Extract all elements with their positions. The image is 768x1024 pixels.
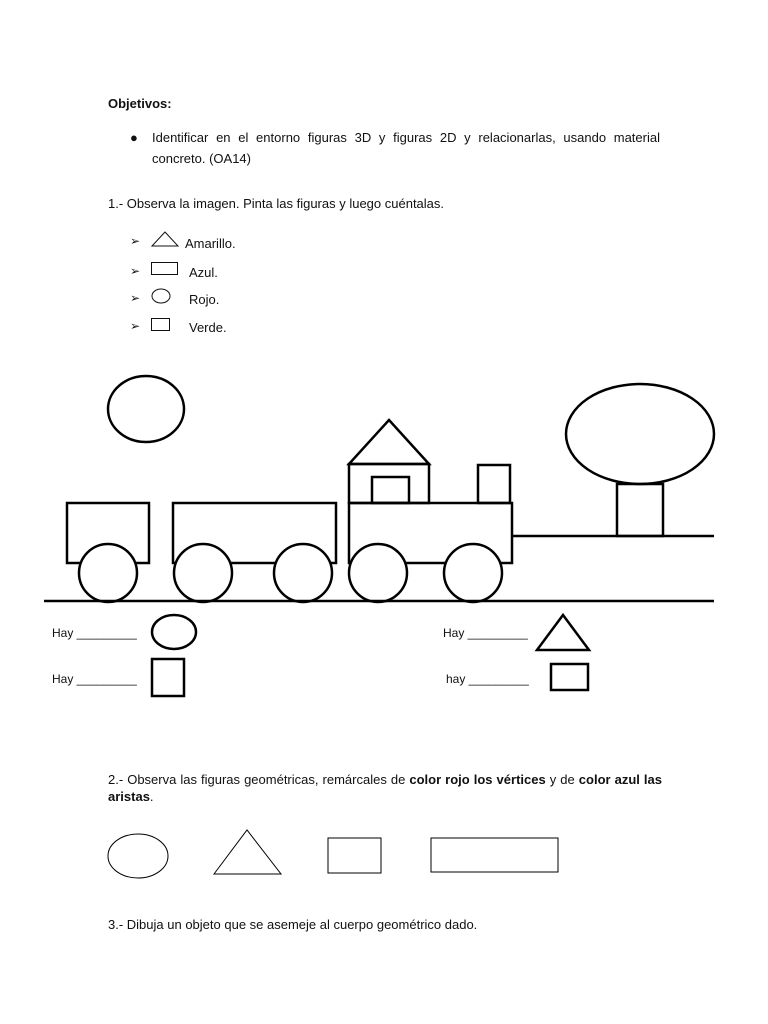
q2-triangle-shape [214, 830, 281, 874]
count-line-square[interactable]: hay _________ [446, 672, 529, 686]
count-line-rectangle[interactable]: Hay _________ [52, 672, 137, 686]
count-circle-shape [152, 615, 196, 649]
wheel-circle [79, 544, 137, 602]
chimney-rectangle [478, 465, 510, 503]
q2-bold-vertices: color rojo los vértices [409, 772, 546, 787]
q2-text-part: 2.- Observa las figuras geométricas, remárcales de [108, 772, 410, 787]
question-2-prompt [108, 771, 662, 805]
legend-label: Azul. [189, 265, 218, 280]
q2-rectangle-shape [431, 838, 558, 872]
tree-trunk-rectangle [617, 484, 663, 536]
legend-label: Verde. [189, 320, 227, 335]
q2-text-part: y de [545, 772, 579, 787]
count-square-shape [551, 664, 588, 690]
wheel-circle [444, 544, 502, 602]
wheel-circle [274, 544, 332, 602]
arrow-bullet-icon: ➢ [130, 264, 141, 278]
objectives-heading: Objetivos: [108, 96, 172, 111]
cabin-square [349, 464, 429, 503]
arrow-bullet-icon: ➢ [130, 234, 141, 248]
count-line-triangle[interactable]: Hay _________ [443, 626, 528, 640]
question-3-prompt: 3.- Dibuja un objeto que se asemeje al cuerpo geométrico dado. [108, 917, 478, 932]
count-rectangle-shape [152, 659, 184, 696]
question-1-prompt: 1.- Observa la imagen. Pinta las figuras y luego cuéntalas. [108, 196, 445, 211]
q2-circle-shape [108, 834, 168, 878]
sun-circle [108, 376, 184, 442]
bullet-dot-icon: ● [130, 130, 138, 145]
q2-text-part: . [149, 789, 154, 804]
legend-label: Rojo. [189, 292, 220, 307]
window-square [372, 477, 409, 503]
wheel-circle [349, 544, 407, 602]
legend-label: Amarillo. [185, 236, 236, 251]
q2-square-shape [328, 838, 381, 873]
tree-crown-circle [566, 384, 714, 484]
roof-triangle [349, 420, 429, 464]
arrow-bullet-icon: ➢ [130, 291, 141, 305]
wheel-circle [174, 544, 232, 602]
q2-bold-edges: color azul las aristas [108, 772, 662, 804]
count-line-circle[interactable]: Hay _________ [52, 626, 137, 640]
arrow-bullet-icon: ➢ [130, 319, 141, 333]
objective-text: Identificar en el entorno figuras 3D y figuras 2D y relacionarlas, usando material concreto. (OA14) [152, 130, 660, 166]
count-triangle-shape [537, 615, 589, 650]
